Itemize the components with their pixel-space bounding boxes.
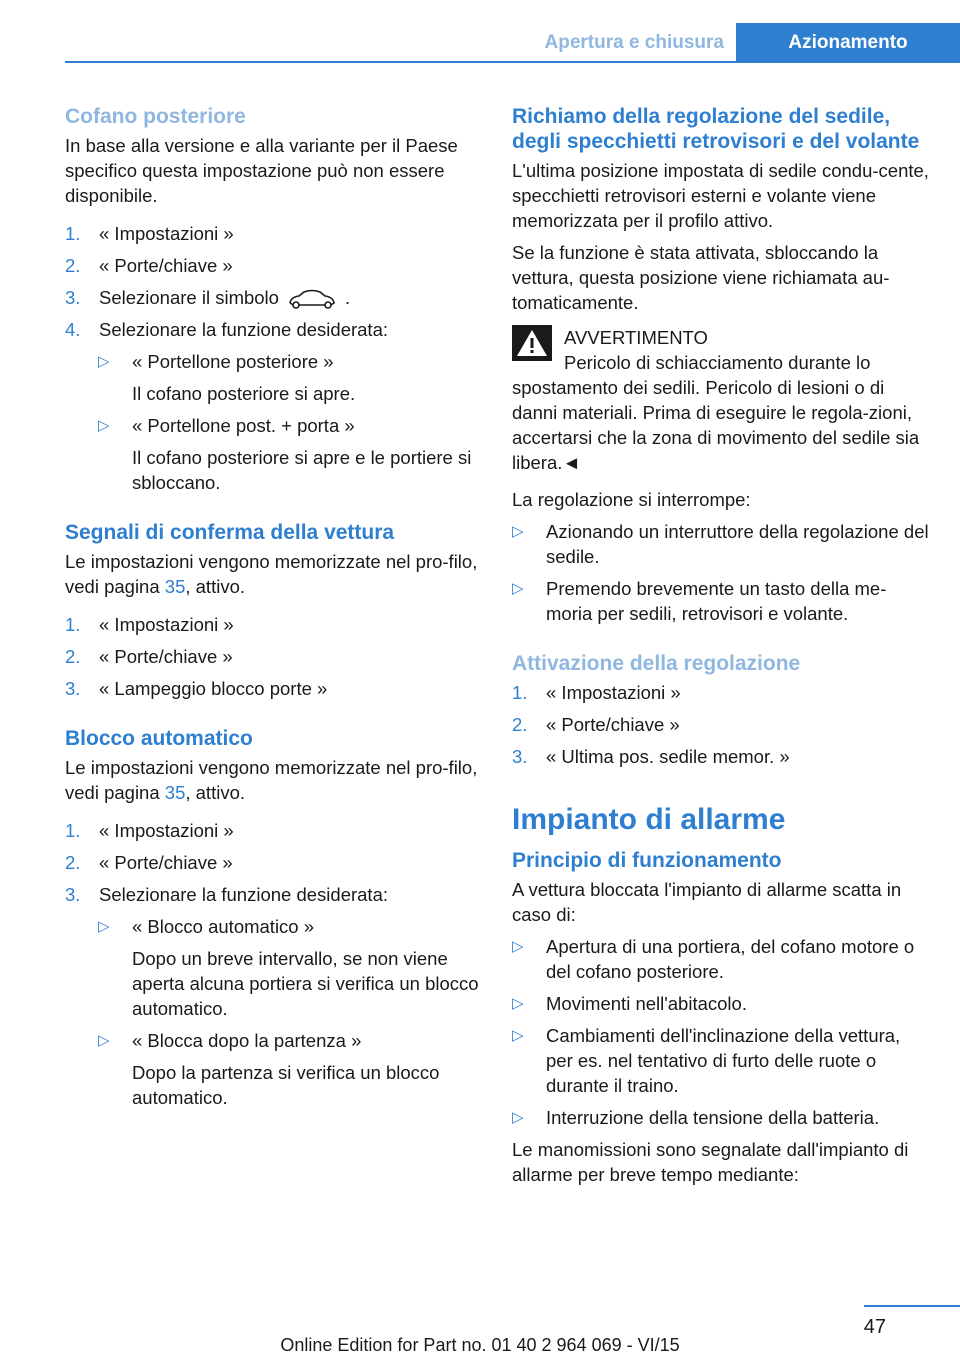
section-title-attivazione: Attivazione della regolazione — [512, 652, 801, 675]
stop-intro: La regolazione si interrompe: — [512, 489, 751, 510]
footer-rule — [864, 1305, 960, 1307]
list-item: ▷ Azionando un interruttore della regolazione del sedile. — [512, 521, 929, 567]
list-item: ▷ Premendo brevemente un tasto della me‐moria per sedili, retrovisori e volante. — [512, 578, 887, 624]
richiamo-p2: Se la funzione è stata attivata, sbloccando la vettura, questa posizione viene richiamata au‐tomaticamente. — [512, 242, 890, 313]
richiamo-p1: L'ultima posizione impostata di sedile condu‐cente, specchietti retrovisori esterni e volante viene memorizzata per il profilo attivo. — [512, 160, 929, 231]
warning-first-line: Pericolo di schiacciamento durante lo — [564, 352, 871, 373]
left-column — [65, 104, 480, 1117]
section-title-cofano: Cofano posteriore — [65, 105, 246, 128]
page-link[interactable]: 35 — [164, 576, 186, 598]
list-item: 1. « Impostazioni » — [512, 682, 681, 703]
list-item: 2. « Porte/chiave » — [512, 714, 680, 735]
header-tab: Azionamento — [736, 23, 960, 62]
option-desc: Dopo un breve intervallo, se non viene aperta alcuna portiera si verifica un blocco automatico. — [132, 948, 479, 1020]
section-title-richiamo: Richiamo della regolazione del sedile, degli specchietti retrovisori e del volante — [512, 105, 920, 153]
chapter-title: Impianto di allarme — [512, 803, 786, 836]
list-item: ▷ Movimenti nell'abitacolo. — [512, 993, 747, 1014]
option-item: ▷ « Blocca dopo la partenza » — [98, 1030, 362, 1052]
list-item: 3. Selezionare la funzione desiderata: — [65, 884, 388, 906]
header-rule — [65, 61, 960, 63]
list-item: 4. Selezionare la funzione desiderata: — [65, 319, 388, 341]
list-item: ▷ Interruzione della tensione della batteria. — [512, 1107, 880, 1128]
blocco-intro: Le impostazioni vengono memorizzate nel pro‐filo, vedi pagina 35, attivo. — [65, 757, 478, 804]
footer-text: Online Edition for Part no. 01 40 2 964 069 - VI/15 — [280, 1335, 680, 1355]
section-title-blocco: Blocco automatico — [65, 727, 253, 751]
list-item: ▷ Cambiamenti dell'inclinazione della vettura, per es. nel tentativo di furto delle ruote o durante il traino. — [512, 1025, 901, 1096]
allarme-intro: A vettura bloccata l'impianto di allarme scatta in caso di: — [512, 879, 902, 925]
car-rear-icon — [287, 288, 337, 310]
option-item: ▷ « Portellone posteriore » — [98, 351, 334, 373]
warning-box — [512, 325, 930, 475]
option-desc: Il cofano posteriore si apre e le portiere si sbloccano. — [132, 447, 472, 494]
page-header — [0, 0, 960, 62]
warning-triangle-icon — [512, 325, 552, 361]
page-link[interactable]: 35 — [164, 782, 186, 804]
segnali-intro: Le impostazioni vengono memorizzate nel pro‐filo, vedi pagina 35, attivo. — [65, 551, 478, 598]
list-item: 3. « Ultima pos. sedile memor. » — [512, 746, 790, 767]
list-item: 1. « Impostazioni » — [65, 820, 234, 842]
list-item: 2. « Porte/chiave » — [65, 852, 233, 874]
page-number: 47 — [863, 1316, 886, 1338]
option-item: ▷ « Blocco automatico » — [98, 916, 315, 938]
option-desc: Dopo la partenza si verifica un blocco automatico. — [132, 1062, 440, 1109]
list-item: ▷ Apertura di una portiera, del cofano motore o del cofano posteriore. — [512, 936, 915, 982]
option-desc: Il cofano posteriore si apre. — [132, 383, 356, 405]
cofano-intro: In base alla versione e alla variante per il Paese specifico questa impostazione può non essere disponibile. — [65, 135, 458, 206]
section-title-principio: Principio di funzionamento — [512, 849, 782, 872]
list-item: 1. « Impostazioni » — [65, 223, 234, 244]
list-item: 1. « Impostazioni » — [65, 614, 234, 636]
list-item: 3. Selezionare il simbolo . — [65, 285, 480, 310]
option-item: ▷ « Portellone post. + porta » — [98, 415, 355, 437]
section-title-segnali: Segnali di conferma della vettura — [65, 521, 395, 545]
warning-title: AVVERTIMENTO — [564, 327, 708, 348]
allarme-outro: Le manomissioni sono segnalate dall'impianto di allarme per breve tempo mediante: — [512, 1139, 909, 1185]
list-item: 2. « Porte/chiave » — [65, 255, 233, 276]
list-item: 2. « Porte/chiave » — [65, 646, 233, 668]
header-section: Apertura e chiusura — [544, 32, 724, 53]
list-item: 3. « Lampeggio blocco porte » — [65, 678, 328, 700]
warning-text: spostamento dei sedili. Pericolo di lesioni o di danni materiali. Prima di eseguire le regola‐zioni, accertarsi che la zona di movimento del sedile sia libera.◄ — [512, 377, 920, 473]
right-column — [512, 104, 930, 1194]
